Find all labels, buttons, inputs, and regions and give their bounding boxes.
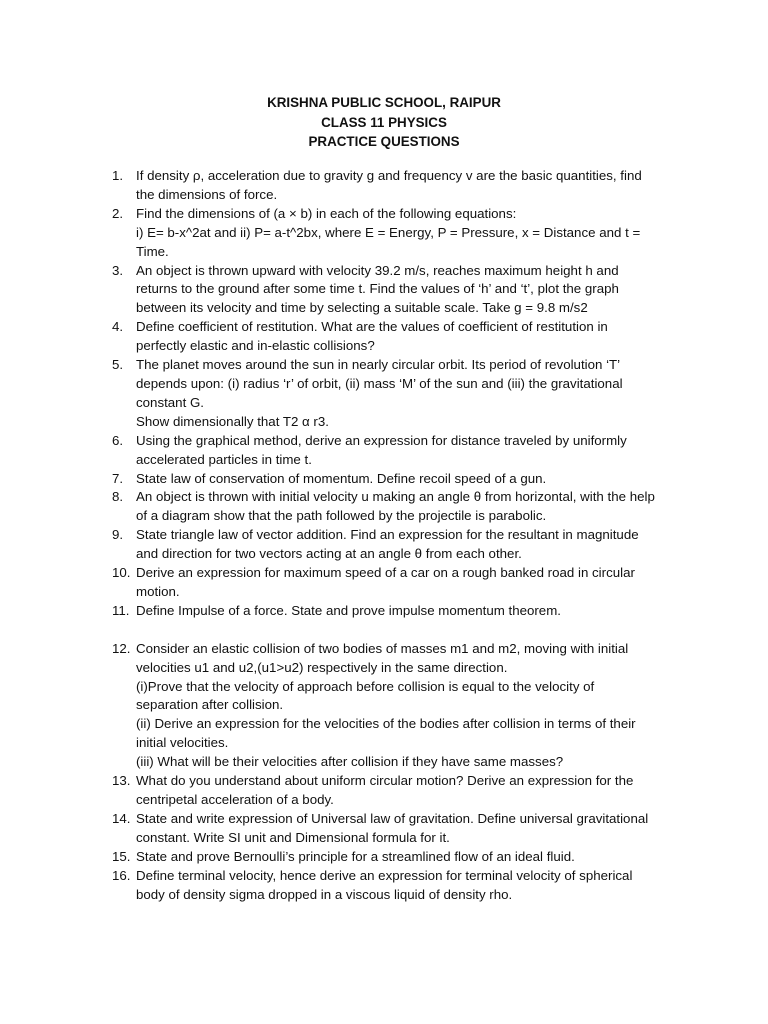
question-text-line: (ii) Derive an expression for the velocities of the bodies after collision in terms of their	[136, 716, 636, 732]
question-text-line: An object is thrown with initial velocity u making an angle θ from horizontal, with the help	[136, 489, 655, 505]
question-text-line: Define Impulse of a force. State and prove impulse momentum theorem.	[136, 602, 561, 618]
question-number: 8.	[112, 489, 124, 505]
question-text-line: depends upon: (i) radius ‘r’ of orbit, (ii) mass ‘M’ of the sun and (iii) the gravitational	[136, 375, 623, 391]
question-text-line: (iii) What will be their velocities after collision if they have same masses?	[136, 754, 564, 770]
question-text-line: initial velocities.	[136, 735, 229, 751]
question-text-line: If density ρ, acceleration due to gravity g and frequency v are the basic quantities, find	[136, 168, 642, 183]
question-text-line: of a diagram show that the path followed by the projectile is parabolic.	[136, 508, 547, 524]
question-number: 12.	[112, 640, 131, 656]
question-number: 4.	[112, 319, 124, 335]
question-number: 14.	[112, 810, 131, 826]
question-text-line: Show dimensionally that T2 α r3.	[136, 413, 329, 429]
question-text-line: Define coefficient of restitution. What are the values of coefficient of restitution in	[136, 319, 608, 335]
question-text-line: What do you understand about uniform circular motion? Derive an expression for the	[136, 773, 634, 789]
question-item	[0, 205, 676, 262]
question-number: 2.	[112, 205, 124, 221]
question-text-line: and direction for two vectors acting at an angle θ from each other.	[136, 546, 522, 562]
question-text-line: Using the graphical method, derive an expression for distance traveled by uniformly	[136, 432, 627, 448]
question-item	[0, 526, 676, 564]
question-item	[0, 867, 676, 905]
question-item	[0, 772, 676, 810]
document-header	[0, 93, 768, 152]
question-number: 11.	[112, 602, 130, 618]
question-number: 15.	[112, 848, 131, 864]
question-list	[0, 167, 676, 904]
school-name: KRISHNA PUBLIC SCHOOL, RAIPUR	[267, 95, 501, 110]
question-text-line: the dimensions of force.	[136, 186, 278, 202]
question-text-line: Consider an elastic collision of two bodies of masses m1 and m2, moving with initial	[136, 640, 629, 656]
question-text-line: State law of conservation of momentum. Define recoil speed of a gun.	[136, 470, 547, 486]
question-text-line: separation after collision.	[136, 697, 284, 713]
question-text-line: velocities u1 and u2,(u1>u2) respectively in the same direction.	[136, 659, 508, 675]
question-text-line: constant. Write SI unit and Dimensional formula for it.	[136, 829, 450, 845]
question-text-line: State and write expression of Universal law of gravitation. Define universal gravitational	[136, 810, 649, 826]
question-item	[0, 564, 676, 602]
question-text-line: Time.	[136, 243, 169, 259]
question-text-line: body of density sigma dropped in a viscous liquid of density rho.	[136, 886, 513, 902]
question-text-line: centripetal acceleration of a body.	[136, 792, 334, 807]
question-text-line: The planet moves around the sun in nearly circular orbit. Its period of revolution ‘T’	[136, 357, 621, 373]
question-text-line: Find the dimensions of (a × b) in each of the following equations:	[136, 205, 517, 221]
question-text-line: (i)Prove that the velocity of approach before collision is equal to the velocity of	[136, 678, 595, 694]
page-title: PRACTICE QUESTIONS	[308, 134, 460, 149]
question-number: 5.	[112, 357, 124, 373]
question-text-line: accelerated particles in time t.	[136, 451, 312, 467]
question-text-line: returns to the ground after some time t. Find the values of ‘h’ and ‘t’, plot the graph	[136, 281, 619, 297]
section-spacer	[0, 621, 676, 640]
question-item	[0, 262, 676, 319]
question-number: 3.	[112, 262, 124, 278]
question-item	[0, 470, 676, 489]
question-text-line: constant G.	[136, 394, 204, 410]
question-text-line: Define terminal velocity, hence derive an expression for terminal velocity of spherical	[136, 867, 633, 883]
question-text-line: motion.	[136, 583, 180, 599]
question-number: 13.	[112, 773, 131, 789]
question-item	[0, 432, 676, 470]
question-text-line: Derive an expression for maximum speed of a car on a rough banked road in circular	[136, 565, 635, 581]
question-number: 9.	[112, 527, 124, 543]
question-item	[0, 640, 676, 772]
question-text-line: between its velocity and time by selecting a suitable scale. Take g = 9.8 m/s2	[136, 300, 588, 316]
question-number: 10.	[112, 565, 131, 581]
question-item	[0, 848, 676, 867]
question-item	[0, 318, 676, 356]
question-item	[0, 356, 676, 432]
question-item	[0, 810, 676, 848]
question-text-line: State triangle law of vector addition. Find an expression for the resultant in magnitude	[136, 527, 639, 543]
question-number: 16.	[112, 867, 131, 883]
question-item	[0, 167, 676, 205]
question-number: 6.	[112, 432, 124, 448]
class-title: CLASS 11 PHYSICS	[321, 114, 447, 130]
question-number: 7.	[112, 470, 124, 486]
question-text-line: perfectly elastic and in-elastic collisions?	[136, 338, 375, 354]
question-number: 1.	[112, 168, 124, 183]
question-text-line: State and prove Bernoulli’s principle for a streamlined flow of an ideal fluid.	[136, 848, 575, 864]
question-item	[0, 488, 676, 526]
question-text-line: i) E= b-x^2at and ii) P= a-t^2bx, where E = Energy, P = Pressure, x = Distance and t =	[136, 224, 641, 240]
question-item	[0, 602, 676, 621]
question-text-line: An object is thrown upward with velocity 39.2 m/s, reaches maximum height h and	[136, 262, 619, 278]
